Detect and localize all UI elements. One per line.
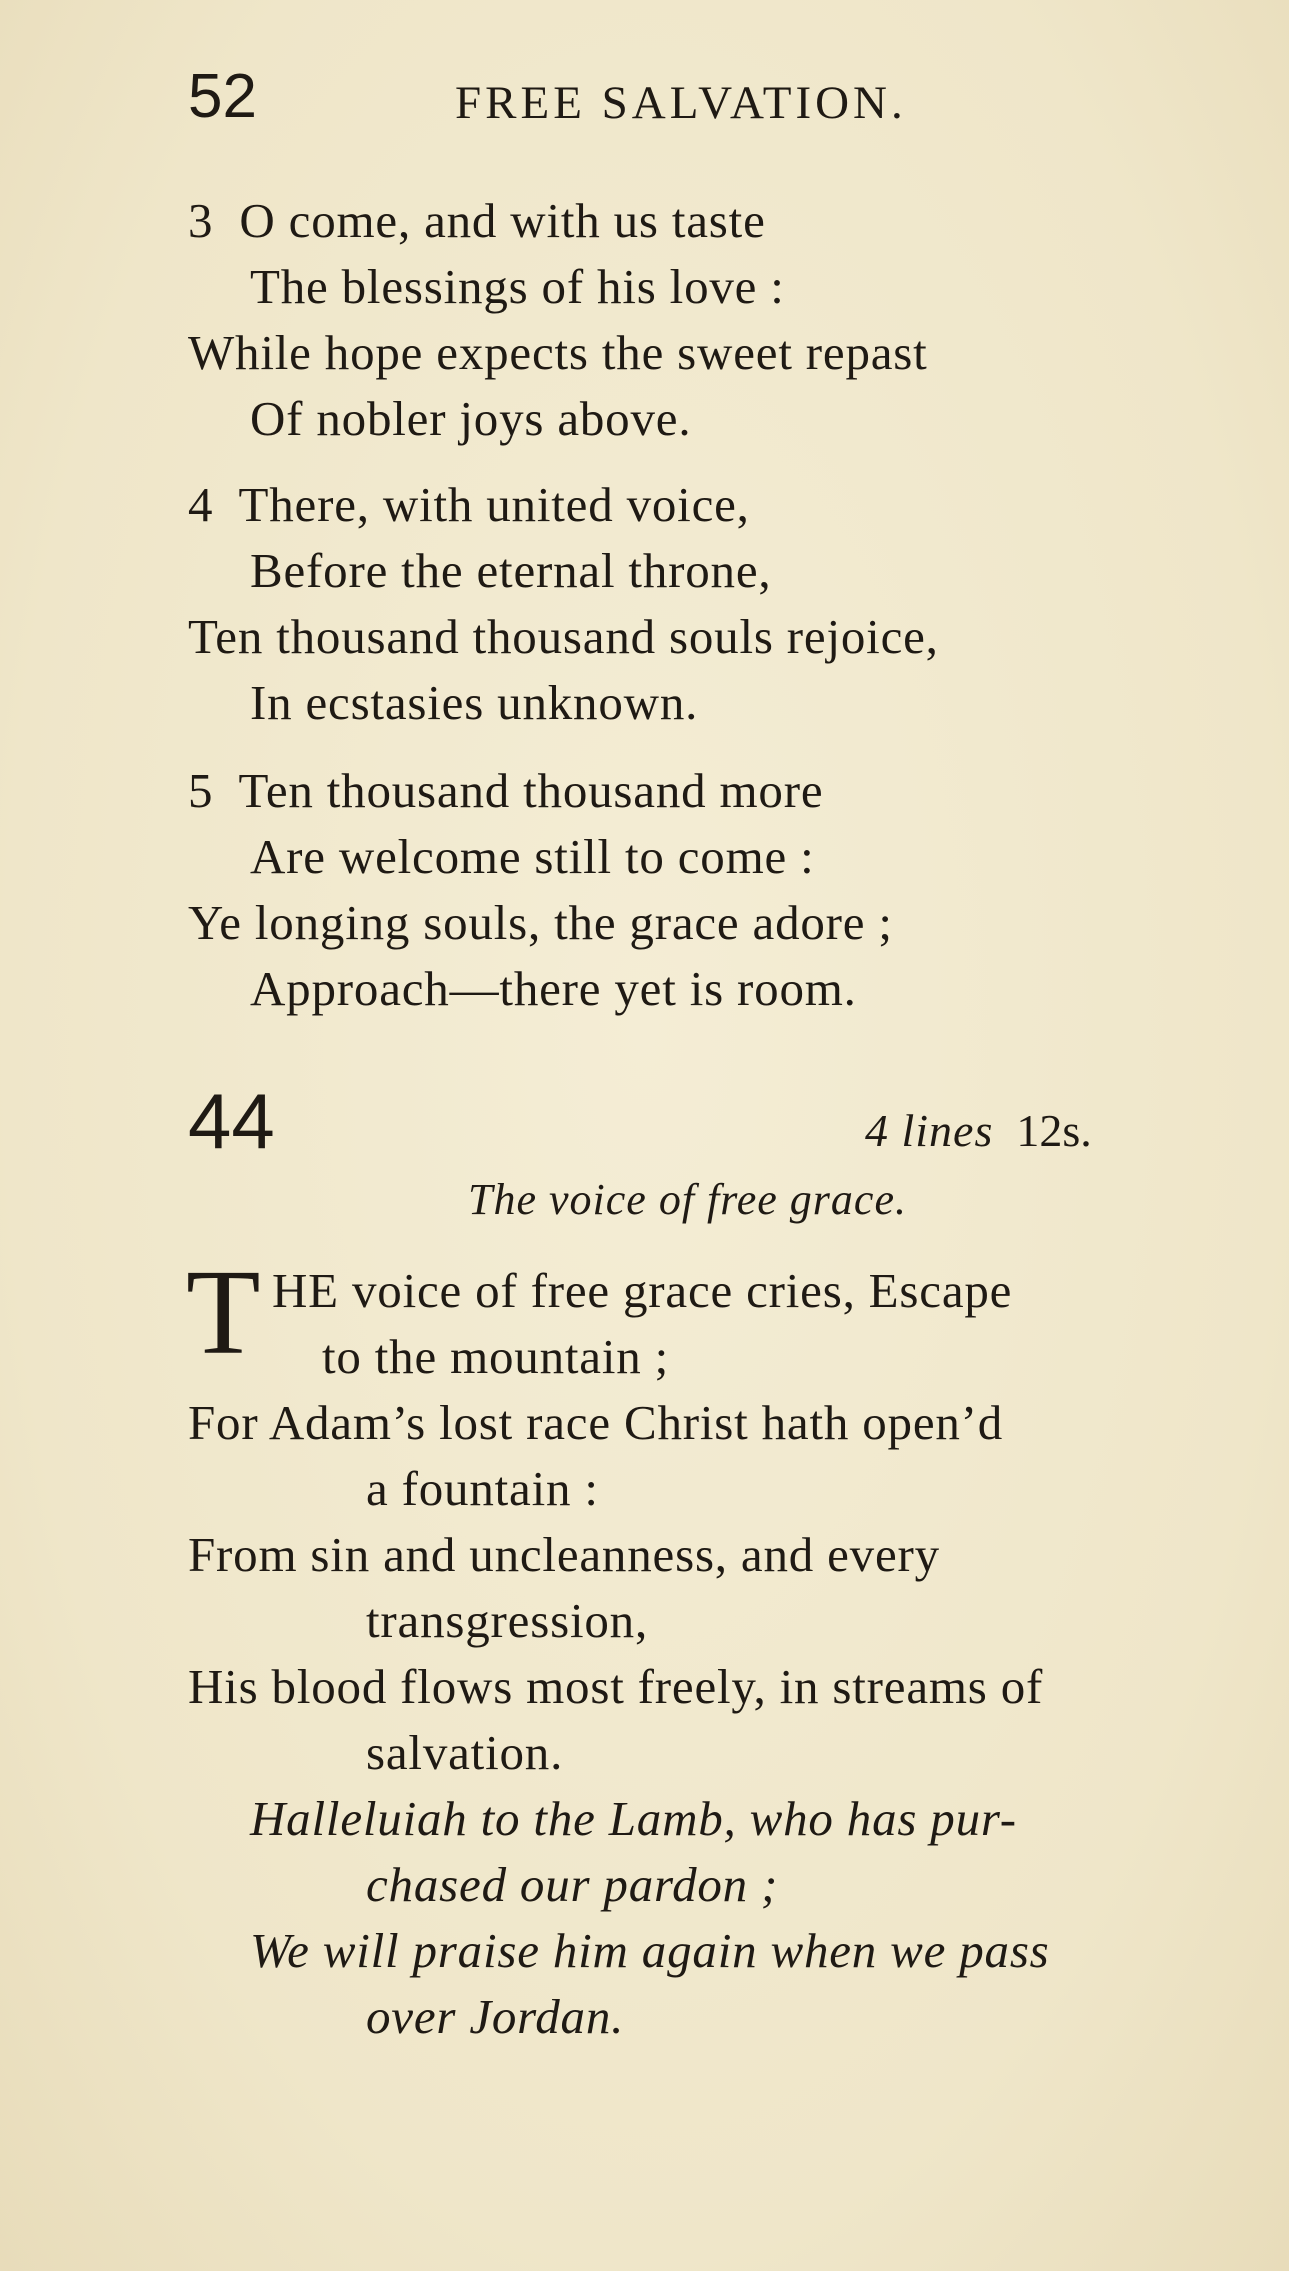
stanza-3-line-2: The blessings of his love : — [250, 259, 785, 314]
drop-cap: T — [186, 1245, 261, 1380]
chorus-line-3: We will praise him again when we pass — [250, 1923, 1050, 1978]
page-number: 52 — [188, 62, 257, 131]
stanza-number: 5 — [188, 763, 214, 818]
chorus-line-1: Halleluiah to the Lamb, who has pur- — [250, 1791, 1017, 1846]
stanza-5-line-1: 5 Ten thousand thousand more — [188, 763, 824, 818]
hymn-line-1: HE voice of free grace cries, Escape — [272, 1263, 1013, 1318]
hymn-line-8: salvation. — [366, 1725, 564, 1780]
stanza-5-line-2: Are welcome still to come : — [250, 829, 815, 884]
stanza-4-line-2: Before the eternal throne, — [250, 543, 772, 598]
stanza-3-line-3: While hope expects the sweet repast — [188, 325, 928, 380]
hymn-line-3: For Adam’s lost race Christ hath open’d — [188, 1395, 1004, 1450]
stanza-4-line-4: In ecstasies unknown. — [250, 675, 699, 730]
running-title: FREE SALVATION. — [455, 77, 907, 129]
stanza-number: 3 — [188, 193, 214, 248]
hymn-line-5: From sin and uncleanness, and every — [188, 1527, 940, 1582]
stanza-4-line-3: Ten thousand thousand souls rejoice, — [188, 609, 939, 664]
hymn-line-7: His blood flows most freely, in streams of — [188, 1659, 1044, 1714]
chorus-line-4: over Jordan. — [366, 1989, 625, 2044]
stanza-5-line-3: Ye longing souls, the grace adore ; — [188, 895, 893, 950]
hymn-subtitle: The voice of free grace. — [468, 1175, 907, 1224]
stanza-3-line-4: Of nobler joys above. — [250, 391, 692, 446]
stanza-number: 4 — [188, 477, 214, 532]
stanza-5-line-4: Approach—there yet is room. — [250, 961, 857, 1016]
hymn-line-2: to the mountain ; — [322, 1329, 670, 1384]
stanza-4-line-1: 4 There, with united voice, — [188, 477, 750, 532]
stanza-3-line-1: 3 O come, and with us taste — [188, 193, 766, 248]
hymn-number: 44 — [188, 1077, 275, 1165]
hymn-meter: 4 lines 12s. — [865, 1105, 1092, 1156]
chorus-line-2: chased our pardon ; — [366, 1857, 779, 1912]
hymn-line-6: transgression, — [366, 1593, 649, 1648]
hymn-line-4: a fountain : — [366, 1461, 599, 1516]
